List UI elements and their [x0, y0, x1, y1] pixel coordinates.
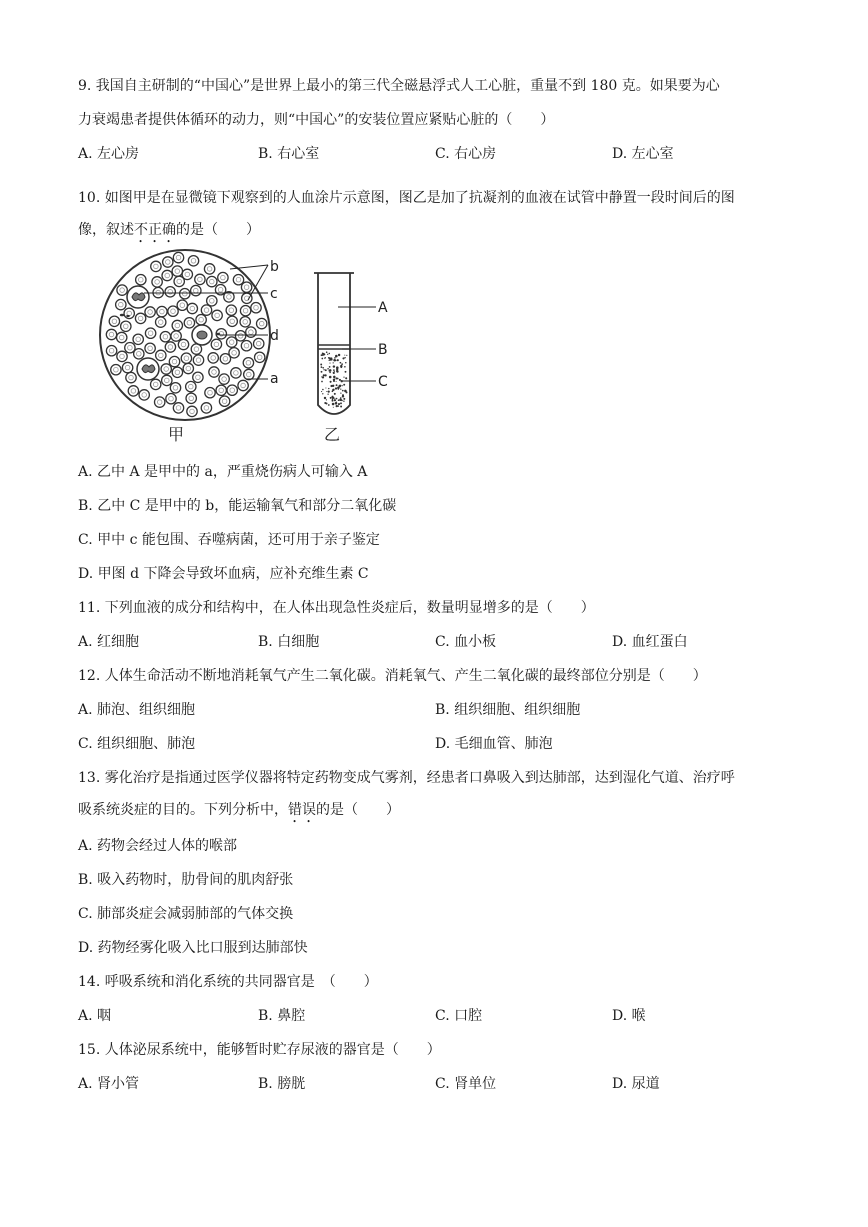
question-13-option-b: B. 吸入药物时，肋骨间的肌肉舒张: [78, 872, 294, 888]
sediment-dot: [326, 351, 328, 353]
sediment-dot: [325, 369, 327, 371]
red-blood-cell: [168, 306, 178, 316]
question-11-option-a: A. 红细胞: [78, 634, 140, 650]
sediment-dot: [322, 377, 323, 378]
red-blood-cell: [241, 282, 251, 292]
red-blood-cell: [186, 393, 196, 403]
sediment-dot: [322, 389, 324, 391]
sediment-dot: [333, 372, 335, 374]
sediment-dot: [322, 393, 323, 394]
red-blood-cell: [152, 277, 162, 287]
sediment-dot: [336, 405, 338, 407]
label-tube-b: B: [378, 342, 388, 358]
red-blood-cell: [135, 313, 145, 323]
red-blood-cell: [227, 337, 237, 347]
red-blood-cell: [180, 289, 190, 299]
sediment-dot: [343, 384, 345, 386]
red-blood-cell: [145, 343, 155, 353]
sediment-dot: [330, 397, 332, 399]
question-12-option-a: A. 肺泡、组织细胞: [78, 702, 196, 718]
question-13-line-2: [78, 800, 400, 826]
red-blood-cell: [170, 383, 180, 393]
sediment-dot: [340, 406, 342, 408]
sediment-dot: [326, 399, 327, 400]
red-blood-cell: [219, 374, 229, 384]
blood-figure: [80, 245, 420, 445]
sediment-dot: [341, 363, 343, 365]
sediment-dot: [328, 360, 329, 361]
red-blood-cell: [219, 396, 229, 406]
red-blood-cell: [193, 372, 203, 382]
sediment-dot: [342, 385, 343, 386]
sediment-dot: [324, 397, 326, 399]
sediment-dot: [343, 400, 344, 401]
question-10-option-c: C. 甲中 c 能包围、吞噬病菌，还可用于亲子鉴定: [78, 532, 380, 548]
red-blood-cell: [227, 316, 237, 326]
sediment-dot: [334, 357, 336, 359]
question-10-emphasis: 不正确: [134, 222, 176, 238]
question-11-option-b: B. 白细胞: [258, 634, 320, 650]
red-blood-cell: [106, 346, 116, 356]
red-blood-cell: [151, 379, 161, 389]
sediment-dot: [329, 372, 331, 374]
question-12-option-d: D. 毛细血管、肺泡: [435, 736, 553, 752]
sediment-dot: [329, 366, 331, 368]
sediment-dot: [340, 397, 341, 398]
sediment-dot: [343, 398, 345, 400]
red-blood-cell: [128, 386, 138, 396]
red-blood-cell: [117, 332, 127, 342]
question-9-line-1: 9. 我国自主研制的“中国心”是世界上最小的第三代全磁悬浮式人工心脏，重量不到 180 克。如果要为心: [78, 78, 720, 94]
sediment-dot: [329, 376, 332, 379]
white-blood-cell-right: [192, 325, 212, 345]
sediment-dot: [330, 381, 332, 383]
red-blood-cell: [111, 365, 121, 375]
sediment-dot: [321, 354, 323, 356]
question-15-line-1: 15. 人体泌尿系统中，能够暂时贮存尿液的器官是（ ）: [78, 1042, 441, 1058]
red-blood-cell: [117, 351, 127, 361]
sediment-dot: [324, 374, 326, 376]
sediment-dot: [321, 371, 323, 373]
sediment-dot: [328, 388, 329, 389]
sediment-dot: [344, 355, 345, 356]
red-blood-cell: [246, 327, 256, 337]
red-blood-cell: [257, 318, 267, 328]
red-blood-cell: [229, 348, 239, 358]
question-9-option-c: C. 右心房: [435, 146, 497, 162]
sediment-dot: [333, 365, 335, 367]
sediment-dot: [337, 378, 339, 380]
red-blood-cell: [183, 363, 193, 373]
sediment-dot: [324, 358, 325, 359]
label-d: d: [270, 328, 279, 344]
sediment-dot: [332, 403, 335, 406]
sediment-dot: [342, 395, 344, 397]
red-blood-cell: [136, 275, 146, 285]
red-blood-cell: [106, 329, 116, 339]
sediment-dot: [343, 377, 344, 378]
sediment-dot: [333, 376, 336, 379]
question-13-line-1: 13. 雾化治疗是指通过医学仪器将特定药物变成气雾剂，经患者口鼻吸入到达肺部，达到湿化气道、治疗呼: [78, 770, 735, 786]
question-10-option-b: B. 乙中 C 是甲中的 b，能运输氧气和部分二氧化碳: [78, 498, 397, 514]
test-tube: [314, 273, 376, 414]
sediment-dot: [340, 366, 342, 368]
red-blood-cell: [211, 339, 221, 349]
sediment-dot: [338, 403, 340, 405]
sediment-dot: [322, 352, 324, 354]
red-blood-cell: [240, 306, 250, 316]
sediment-dot: [340, 392, 341, 393]
sediment-dot: [325, 402, 327, 404]
question-14-option-b: B. 鼻腔: [258, 1008, 306, 1024]
red-blood-cell: [145, 328, 155, 338]
red-blood-cell: [255, 352, 265, 362]
red-blood-cell: [162, 270, 172, 280]
question-11-line-1: 11. 下列血液的成分和结构中，在人体出现急性炎症后，数量明显增多的是（ ）: [78, 600, 595, 616]
question-12-option-b: B. 组织细胞、组织细胞: [435, 702, 581, 718]
red-blood-cell: [201, 403, 211, 413]
sediment-dot: [334, 398, 335, 399]
caption-yi: 乙: [324, 425, 341, 444]
sediment-dot: [335, 360, 337, 362]
red-blood-cell: [166, 394, 176, 404]
sediment-dot: [336, 398, 338, 400]
white-blood-cell-c: [127, 286, 149, 308]
sediment-dot: [334, 399, 336, 401]
red-blood-cell: [177, 300, 187, 310]
sediment-dot: [333, 362, 334, 363]
sediment-dot: [333, 369, 335, 371]
red-blood-cell: [122, 362, 132, 372]
sediment-dot: [340, 402, 342, 404]
question-15-option-a: A. 肾小管: [78, 1076, 140, 1092]
sediment-dot: [327, 368, 329, 370]
sediment-dot: [340, 362, 342, 364]
red-blood-cell: [178, 339, 188, 349]
sediment-dot: [328, 357, 330, 359]
red-blood-cell: [173, 403, 183, 413]
red-blood-cell: [251, 303, 261, 313]
sediment-dot: [323, 369, 324, 370]
red-blood-cell: [116, 299, 126, 309]
red-blood-cell: [235, 331, 245, 341]
label-b: b: [270, 259, 279, 275]
red-blood-cell: [162, 375, 172, 385]
red-blood-cell: [205, 388, 215, 398]
red-blood-cell: [240, 317, 250, 327]
label-tube-a: A: [378, 300, 388, 316]
sediment-dot: [329, 353, 330, 354]
white-blood-cell-lower: [137, 358, 159, 380]
question-10-option-a: A. 乙中 A 是甲中的 a，严重烧伤病人可输入 A: [78, 464, 368, 480]
red-blood-cell: [204, 264, 214, 274]
sediment-dot: [327, 394, 328, 395]
question-9-line-2: 力衰竭患者提供体循环的动力，则“中国心”的安装位置应紧贴心脏的（ ）: [78, 112, 555, 128]
red-blood-cell: [173, 252, 183, 262]
sediment-dot: [344, 366, 346, 368]
red-blood-cell: [181, 353, 191, 363]
question-14-line-1: 14. 呼吸系统和消化系统的共同器官是 （ ）: [78, 974, 378, 990]
red-blood-cell: [139, 390, 149, 400]
red-blood-cell: [238, 380, 248, 390]
label-c: c: [270, 286, 278, 302]
red-blood-cell: [133, 334, 143, 344]
sediment-dot: [326, 391, 327, 392]
red-blood-cell: [201, 305, 211, 315]
caption-jia: 甲: [168, 425, 185, 444]
question-10-option-d: D. 甲图 d 下降会导致坏血病，应补充维生素 C: [78, 566, 369, 582]
red-blood-cell: [233, 275, 243, 285]
question-14-option-a: A. 咽: [78, 1008, 112, 1024]
question-9-option-d: D. 左心室: [612, 146, 674, 162]
red-blood-cell: [172, 367, 182, 377]
question-12-option-c: C. 组织细胞、肺泡: [78, 736, 196, 752]
sediment-dot: [321, 381, 323, 383]
sediment-dot: [335, 355, 338, 358]
sediment-dot: [322, 367, 324, 369]
sediment-dot: [337, 359, 339, 361]
sediment-dot: [336, 370, 338, 372]
red-blood-cell: [169, 356, 179, 366]
sediment-dot: [338, 399, 340, 401]
red-blood-cell: [155, 397, 165, 407]
sediment-dot: [345, 362, 346, 363]
sediment-dot: [340, 388, 341, 389]
question-14-option-d: D. 喉: [612, 1008, 646, 1024]
red-blood-cell: [156, 350, 166, 360]
red-blood-cell: [207, 296, 217, 306]
sediment-dot: [344, 390, 347, 393]
sediment-dot: [321, 391, 322, 392]
red-blood-cell: [254, 338, 264, 348]
red-blood-cell: [125, 343, 135, 353]
red-blood-cell: [207, 276, 217, 286]
red-blood-cell: [196, 315, 206, 325]
question-11-option-c: C. 血小板: [435, 634, 497, 650]
question-9-option-a: A. 左心房: [78, 146, 140, 162]
red-blood-cell: [182, 269, 192, 279]
question-13-option-a: A. 药物会经过人体的喉部: [78, 838, 238, 854]
red-blood-cell: [208, 353, 218, 363]
question-10-line-2: [78, 220, 260, 246]
question-13-stem-prefix: 吸系统炎症的目的。下列分析中，: [78, 802, 288, 818]
question-13-emphasis: 错误: [288, 802, 316, 818]
red-blood-cell: [209, 367, 219, 377]
sediment-dot: [328, 404, 330, 406]
red-blood-cell: [156, 317, 166, 327]
sediment-dot: [321, 366, 323, 368]
red-blood-cell: [187, 406, 197, 416]
sediment-dot: [325, 387, 326, 388]
question-13-option-d: D. 药物经雾化吸入比口服到达肺部快: [78, 940, 308, 956]
red-blood-cell: [121, 321, 131, 331]
red-blood-cell: [186, 381, 196, 391]
sediment-dot: [333, 407, 334, 408]
sediment-dot: [329, 370, 331, 372]
smear-circle: [100, 250, 270, 420]
sediment-dot: [339, 385, 342, 388]
red-blood-cell: [161, 364, 171, 374]
red-blood-cell: [151, 261, 161, 271]
sediment-dot: [334, 393, 336, 395]
sediment-dot: [328, 391, 330, 393]
sediment-dot: [342, 357, 344, 359]
red-blood-cell: [243, 358, 253, 368]
sediment-dot: [344, 357, 345, 358]
red-blood-cell: [187, 303, 197, 313]
sediment-dot: [335, 402, 338, 405]
sediment-dot: [335, 387, 337, 389]
sediment-dot: [333, 378, 335, 380]
sediment-dot: [330, 357, 332, 359]
red-blood-cell: [244, 369, 254, 379]
red-blood-cell: [157, 306, 167, 316]
red-blood-cell: [231, 368, 241, 378]
red-blood-cell: [165, 342, 175, 352]
red-blood-cell: [145, 307, 155, 317]
sediment-dot: [327, 354, 328, 355]
red-blood-cell: [163, 257, 173, 267]
red-blood-cell: [165, 287, 175, 297]
red-blood-cell: [216, 385, 226, 395]
sediment-dot: [321, 358, 323, 360]
sediment-dot: [346, 355, 347, 356]
red-blood-cell: [172, 266, 182, 276]
sediment-dot: [332, 389, 334, 391]
question-14-option-c: C. 口腔: [435, 1008, 483, 1024]
red-blood-cell: [242, 293, 252, 303]
question-15-option-c: C. 肾单位: [435, 1076, 497, 1092]
red-blood-cell: [160, 332, 170, 342]
sediment-dot: [339, 398, 342, 401]
question-15-option-d: D. 尿道: [612, 1076, 660, 1092]
sediment-dot: [320, 364, 322, 366]
red-blood-cell: [191, 285, 201, 295]
red-blood-cell: [227, 385, 237, 395]
question-13-stem-suffix: 的是（ ）: [316, 802, 400, 818]
red-blood-cell: [126, 372, 136, 382]
sediment-dot: [339, 379, 341, 381]
red-blood-cell: [124, 308, 134, 318]
red-blood-cell: [212, 310, 222, 320]
sediment-dot: [329, 363, 330, 364]
question-13-option-c: C. 肺部炎症会减弱肺部的气体交换: [78, 906, 294, 922]
sediment-dot: [336, 401, 337, 402]
sediment-dot: [332, 385, 334, 387]
red-blood-cell: [241, 341, 251, 351]
red-blood-cell: [171, 331, 181, 341]
label-tube-c: C: [378, 374, 388, 390]
red-blood-cell: [218, 272, 228, 282]
question-15-option-b: B. 膀胱: [258, 1076, 306, 1092]
question-10-stem-prefix: 像，叙述: [78, 222, 134, 238]
sediment-dot: [342, 390, 344, 392]
question-10-stem-suffix: 的是（ ）: [176, 222, 260, 238]
red-blood-cell: [226, 305, 236, 315]
sediment-dot: [338, 354, 340, 356]
red-blood-cell: [193, 355, 203, 365]
red-blood-cell: [109, 316, 119, 326]
sediment-dot: [332, 397, 334, 399]
question-9-option-b: B. 右心室: [258, 146, 320, 162]
question-11-option-d: D. 血红蛋白: [612, 634, 688, 650]
question-10-line-1: 10. 如图甲是在显微镜下观察到的人血涂片示意图，图乙是加了抗凝剂的血液在试管中静置一段时间后的图: [78, 190, 735, 206]
red-blood-cell: [195, 274, 205, 284]
question-12-line-1: 12. 人体生命活动不断地消耗氧气产生二氧化碳。消耗氧气、产生二氧化碳的最终部位分别是（ ）: [78, 668, 707, 684]
red-blood-cell: [188, 256, 198, 266]
sediment-dot: [336, 381, 337, 382]
sediment-dot: [336, 384, 338, 386]
red-blood-cell: [117, 285, 127, 295]
red-blood-cell: [184, 318, 194, 328]
sediment-dot: [345, 377, 347, 379]
label-a: a: [270, 371, 279, 387]
red-blood-cell: [172, 320, 182, 330]
sediment-dot: [345, 371, 347, 373]
